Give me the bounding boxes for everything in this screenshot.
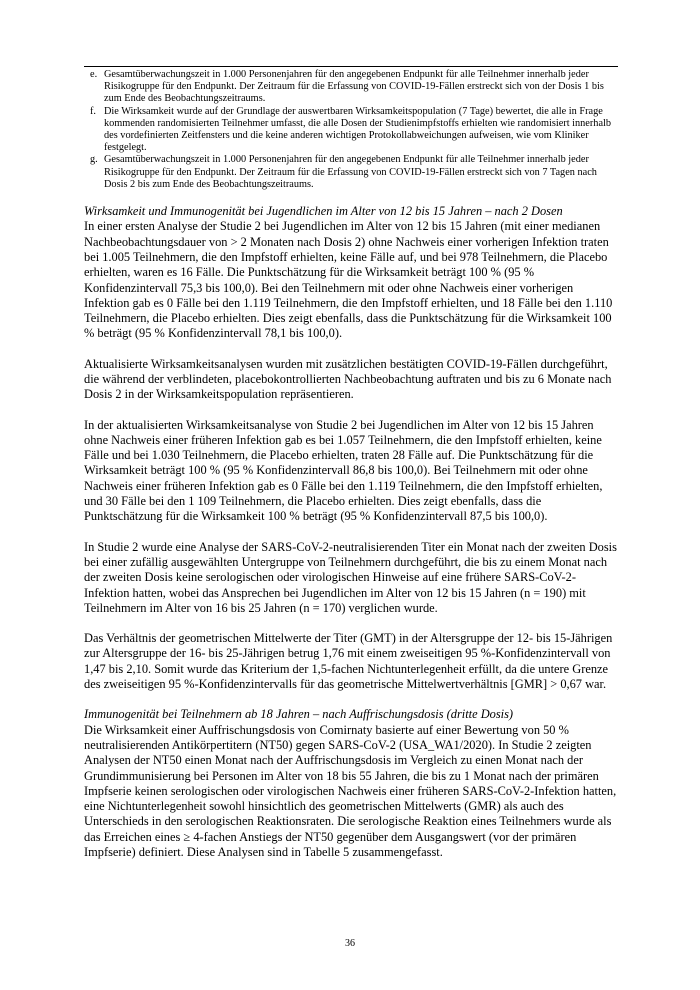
footnote-list xyxy=(84,69,618,191)
footnote-label: e. xyxy=(90,69,98,80)
footnote-g xyxy=(84,154,618,191)
footnote-separator-line xyxy=(84,66,618,67)
footnote-label: g. xyxy=(90,154,98,166)
footnote-text: Gesamtüberwachungszeit in 1.000 Personenjahren für den angegebenen Endpunkt für alle Teilnehmer innerhalb jeder Risikogruppe für den Endpunkt. Der Zeitraum für die Erfassung von COVID-19-Fällen erstreckt sich von 7 Tagen nach Dosis 2 bis zum Ende des Beobachtungszeitraums. xyxy=(104,154,597,190)
paragraph: Das Verhältnis der geometrischen Mittelwerte der Titer (GMT) in der Altersgruppe der 12- bis 15-Jährigen zur Altersgruppe der 16- bis 25-Jährigen betrug 1,76 mit einem zweiseitigen 95 %-Konfidenzintervall von 1,47 bis 2,10. Somit wurde das Kriterium der 1,5-fachen Nichtunterlegenheit erfüllt, da die untere Grenze des zweiseitigen 95 %-Konfidenzintervalls für das geometrische Mittelwertverhältnis [GMR] > 0,67 war. xyxy=(84,631,613,692)
paragraph: In Studie 2 wurde eine Analyse der SARS-CoV-2-neutralisierenden Titer ein Monat nach der zweiten Dosis bei einer zufällig ausgewählten Untergruppe von Teilnehmern durchgeführt, die bis zu einem Monat nach der zweiten Dosis keine serologischen oder virologischen Hinweise auf eine frühere SARS-CoV-2-Infektion hatten, wobei das Ansprechen bei Jugendlichen im Alter von 12 bis 15 Jahren (n = 190) mit Teilnehmern im Alter von 16 bis 25 Jahren (n = 170) verglichen wurde. xyxy=(84,539,617,615)
paragraph: Aktualisierte Wirksamkeitsanalysen wurden mit zusätzlichen bestätigten COVID-19-Fällen durchgeführt, die während der verblindeten, placebokontrollierten Nachbeobachtung auftraten und bis zu 6 Monate nach Dosis 2 in der Wirksamkeitspopulation repräsentieren. xyxy=(84,356,612,402)
section-heading-booster: Immunogenität bei Teilnehmern ab 18 Jahren – nach Auffrischungsdosis (dritte Dosis) xyxy=(84,707,514,722)
section-heading-adolescents: Wirksamkeit und Immunogenität bei Jugendlichen im Alter von 12 bis 15 Jahren – nach 2 Dosen xyxy=(84,204,563,219)
paragraph: In der aktualisierten Wirksamkeitsanalyse von Studie 2 bei Jugendlichen im Alter von 12 bis 15 Jahren ohne Nachweis einer früheren Infektion gab es bei 1.057 Teilnehmern, die den Impfstoff erhielten, keine Fälle und bei 1.030 Teilnehmern, die Placebo erhielten, traten 28 Fälle auf. Die Punktschätzung für die Wirksamkeit beträgt 100 % (95 % Konfidenzintervall 86,8 bis 100,0). Bei Teilnehmern mit oder ohne Nachweis einer früheren Infektion gab es 0 Fälle bei den 1.119 Teilnehmern, die den Impfstoff erhielten, und 30 Fälle bei den 1 109 Teilnehmern, die Placebo erhielten. Dies zeigt ebenfalls, dass die Punktschätzung für die Wirksamkeit 100 % beträgt (95 % Konfidenzintervall 87,5 bis 100,0). xyxy=(84,417,603,524)
footnote-e xyxy=(84,69,618,106)
paragraph: Die Wirksamkeit einer Auffrischungsdosis von Comirnaty basierte auf einer Bewertung von 50 % neutralisierenden Antikörpertitern (NT50) gegen SARS-CoV-2 (USA_WA1/2020). In Studie 2 zeigten Analysen der NT50 einen Monat nach der Auffrischungsdosis im Vergleich zu einen Monat nach der Grundimmunisierung bei Personen im Alter von 18 bis 55 Jahren, die bis zu 1 Monat nach der primären Impfserie keinen serologischen oder virologischen Nachweis einer früheren SARS-CoV-2-Infektion hatten, eine Nichtunterlegenheit sowohl hinsichtlich des geometrischen Mittelwerts (GMR) als auch des Unterschieds in den serologischen Reaktionsraten. Die serologische Reaktion eines Teilnehmers wurde als das Erreichen eines ≥ 4-fachen Anstiegs der NT50 gegenüber dem Ausgangswert (vor der primären Impfserie) definiert. Diese Analysen sind in Tabelle 5 zusammengefasst. xyxy=(84,722,617,860)
page-number: 36 xyxy=(345,938,355,949)
document-page xyxy=(84,66,618,860)
footnote-label: f. xyxy=(90,105,97,117)
footnote-f xyxy=(84,106,618,155)
paragraph: In einer ersten Analyse der Studie 2 bei Jugendlichen im Alter von 12 bis 15 Jahren (mit einer medianen Nachbeobachtungsdauer von > 2 Monaten nach Dosis 2) ohne Nachweis einer vorherigen Infektion traten bei 1.005 Teilnehmern, die den Impfstoff erhielten, keine Fälle auf, und bei 978 Teilnehmern, die Placebo erhielten, waren es 16 Fälle. Die Punktschätzung für die Wirksamkeit beträgt 100 % (95 % Konfidenzintervall 75,3 bis 100,0). Bei den Teilnehmern mit oder ohne Nachweis einer vorherigen Infektion gab es 0 Fälle bei den 1.119 Teilnehmern, die den Impfstoff erhielten, und 18 Fälle bei den 1.110 Teilnehmern, die Placebo erhielten. Dies zeigt ebenfalls, dass die Punktschätzung für die Wirksamkeit 100 % beträgt (95 % Konfidenzintervall 78,1 bis 100,0). xyxy=(84,219,613,341)
footnote-text: Die Wirksamkeit wurde auf der Grundlage der auswertbaren Wirksamkeitspopulation (7 Tage) bewertet, die alle in Frage kommenden randomisierten Teilnehmer umfasst, die alle Dosen der Studienimpfstoffs erhielten wie randomisiert innerhalb des vordefinierten Zeitfensters und die keine anderen wichtigen Protokollabweichungen aufweisen, wie vom Kliniker festgelegt. xyxy=(104,105,612,154)
footnote-text: Gesamtüberwachungszeit in 1.000 Personenjahren für den angegebenen Endpunkt für alle Teilnehmer innerhalb jeder Risikogruppe für den Endpunkt. Der Zeitraum für die Erfassung von COVID-19-Fällen erstreckt sich von der Dosis 1 bis zum Ende des Beobachtungszeitraums. xyxy=(104,69,604,105)
